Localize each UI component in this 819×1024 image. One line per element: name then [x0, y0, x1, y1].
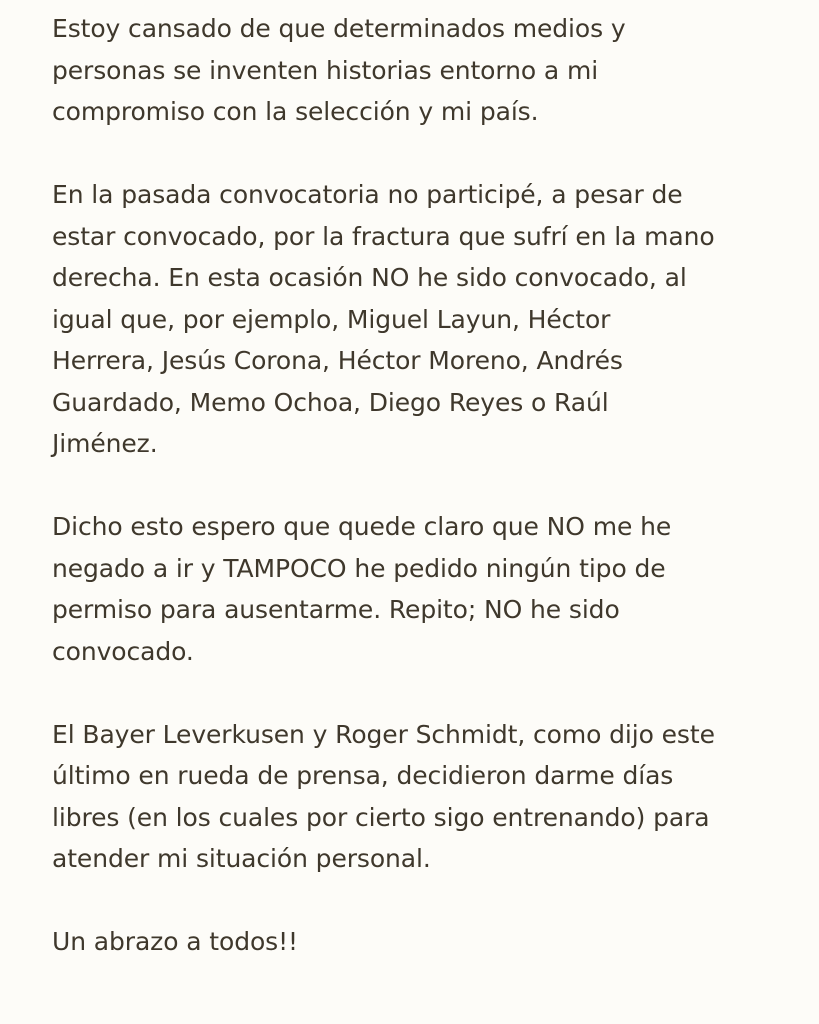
paragraph-gap — [52, 465, 779, 507]
text-line: derecha. En esta ocasión NO he sido convocado, al — [52, 263, 687, 292]
text-line: Dicho esto espero que quede claro que NO me he — [52, 512, 672, 541]
text-line: compromiso con la selección y mi país. — [52, 97, 539, 126]
text-line: Un abrazo a todos!! — [52, 927, 298, 956]
paragraph-3 — [52, 506, 779, 672]
text-line: Jiménez. — [52, 429, 158, 458]
paragraph-gap — [52, 133, 779, 175]
paragraph-1 — [52, 8, 779, 133]
text-line: Guardado, Memo Ochoa, Diego Reyes o Raúl — [52, 387, 609, 417]
text-line: Herrera, Jesús Corona, Héctor Moreno, Andrés — [52, 346, 623, 375]
text-line: igual que, por ejemplo, Miguel Layun, Héctor — [52, 304, 611, 334]
text-line: último en rueda de prensa, decidieron darme días — [52, 761, 674, 790]
text-line: atender mi situación personal. — [52, 844, 431, 873]
paragraph-2 — [52, 174, 779, 465]
text-line: Estoy cansado de que determinados medios y — [52, 14, 626, 43]
text-line: personas se inventen historias entorno a mi — [52, 55, 599, 85]
paragraph-5 — [52, 921, 779, 963]
text-line: convocado. — [52, 636, 194, 666]
text-line: negado a ir y TAMPOCO he pedido ningún tipo de — [52, 553, 666, 583]
text-line: En la pasada convocatoria no participé, a pesar de — [52, 180, 683, 209]
text-line: permiso para ausentarme. Repito; NO he sido — [52, 595, 620, 624]
paragraph-gap — [52, 880, 779, 922]
paragraph-4 — [52, 714, 779, 880]
text-line: estar convocado, por la fractura que sufrí en la mano — [52, 221, 715, 251]
paragraph-gap — [52, 672, 779, 714]
text-line: libres (en los cuales por cierto sigo entrenando) para — [52, 802, 710, 832]
text-line: El Bayer Leverkusen y Roger Schmidt, como dijo este — [52, 719, 715, 749]
